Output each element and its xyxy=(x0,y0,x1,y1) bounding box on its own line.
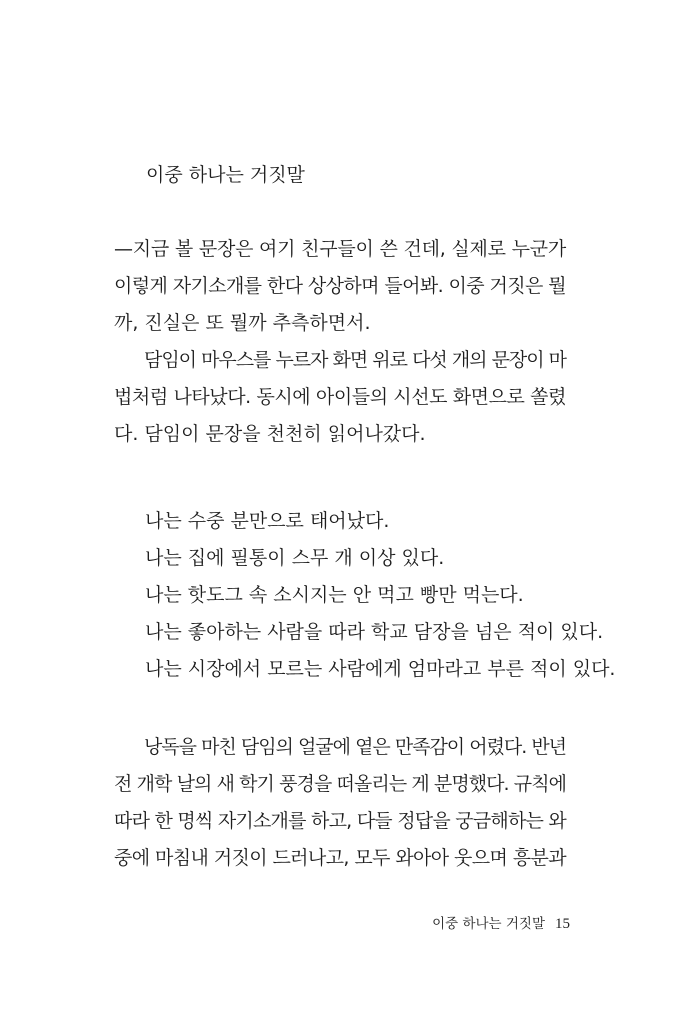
text-line: 까, 진실은 또 뭘까 추측하면서. xyxy=(114,312,371,334)
text-line: 담임이 마우스를 누르자 화면 위로 다섯 개의 문장이 마 xyxy=(144,349,566,371)
page-footer xyxy=(430,915,570,933)
statement-item: 나는 핫도그 속 소시지는 안 먹고 빵만 먹는다. xyxy=(145,584,524,606)
text-line: 낭독을 마친 담임의 얼굴에 옅은 만족감이 어렸다. 반년 xyxy=(144,736,566,758)
text-line: 다. 담임이 문장을 천천히 읽어나갔다. xyxy=(114,423,426,445)
statement-item: 나는 좋아하는 사람을 따라 학교 담장을 넘은 적이 있다. xyxy=(145,621,604,643)
statement-item: 나는 집에 필통이 스무 개 이상 있다. xyxy=(145,547,445,569)
statement-item: 나는 시장에서 모르는 사람에게 엄마라고 부른 적이 있다. xyxy=(145,658,616,680)
text-line: 중에 마침내 거짓이 드러나고, 모두 와아아 웃으며 흥분과 xyxy=(114,847,566,869)
text-line: —지금 볼 문장은 여기 친구들이 쓴 건데, 실제로 누군가 xyxy=(114,238,566,260)
text-line: 이렇게 자기소개를 한다 상상하며 들어봐. 이중 거짓은 뭘 xyxy=(114,275,566,297)
text-line: 법처럼 나타났다. 동시에 아이들의 시선도 화면으로 쏠렸 xyxy=(114,386,566,408)
running-title: 이중 하나는 거짓말 xyxy=(432,916,545,932)
page-number: 15 xyxy=(555,916,570,932)
text-line: 따라 한 명씩 자기소개를 하고, 다들 정답을 궁금해하는 와 xyxy=(114,810,566,832)
text-line: 전 개학 날의 새 학기 풍경을 떠올리는 게 분명했다. 규칙에 xyxy=(114,773,566,795)
section-title: 이중 하나는 거짓말 xyxy=(146,164,305,186)
statement-item: 나는 수중 분만으로 태어났다. xyxy=(145,510,390,532)
